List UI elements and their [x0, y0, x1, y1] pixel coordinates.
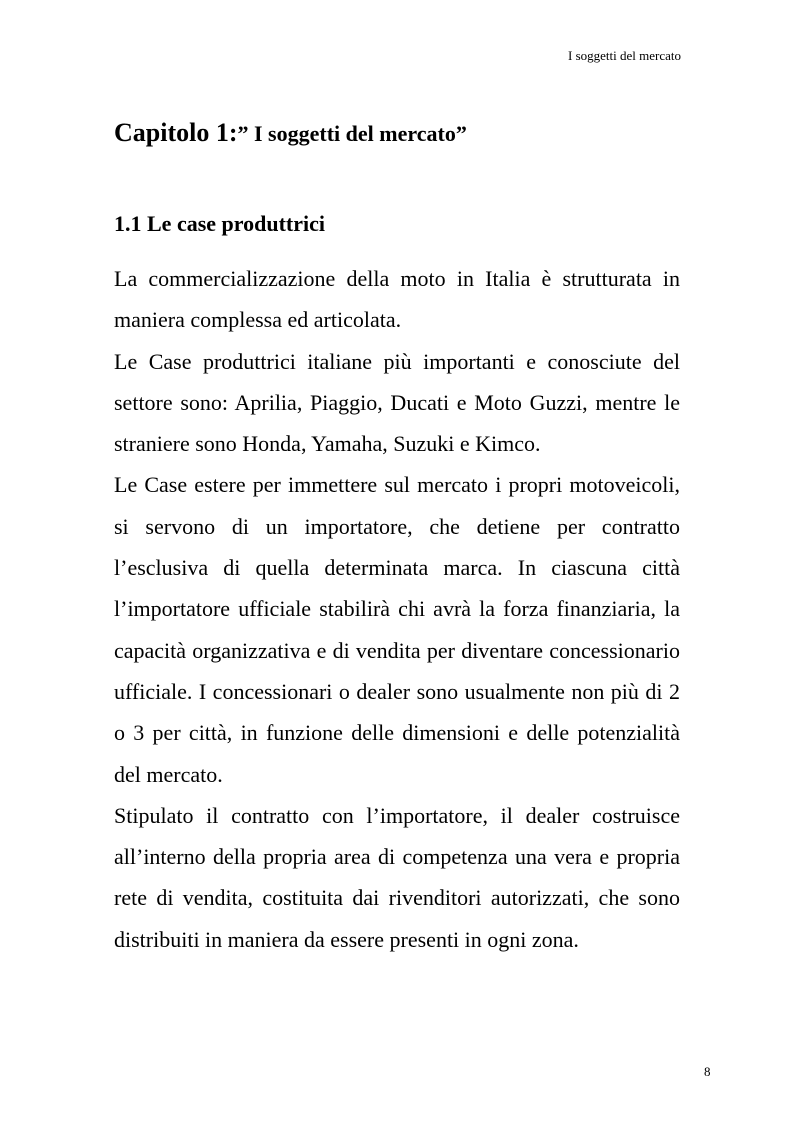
- running-header: I soggetti del mercato: [568, 48, 681, 63]
- page-number: 8: [704, 1064, 711, 1079]
- chapter-title: [114, 112, 467, 149]
- section-title: 1.1 Le case produttrici: [114, 211, 326, 236]
- body-text: [114, 258, 680, 960]
- chapter-number: Capitolo 1:: [114, 118, 238, 147]
- paragraph: Le Case produttrici italiane più importanti e conosciute del settore sono: Aprilia, Piaggio, Ducati e Moto Guzzi, mentre le straniere sono Honda, Yamaha, Suzuki e Kimco.: [114, 348, 680, 457]
- chapter-name: ” I soggetti del mercato”: [237, 121, 467, 146]
- paragraph: Stipulato il contratto con l’importatore, il dealer costruisce all’interno della propria area di competenza una vera e propria rete di vendita, costituita dai rivenditori autorizzati, che sono distribuiti in maniera da essere presenti in ogni zona.: [114, 802, 680, 952]
- paragraph: Le Case estere per immettere sul mercato i propri motoveicoli, si servono di un importatore, che detiene per contratto l’esclusiva di quella determinata marca. In ciascuna città l’importatore ufficiale stabilirà chi avrà la forza finanziaria, la capacità organizzativa e di vendita per diventare concessionario ufficiale. I concessionari o dealer sono usualmente non più di 2 o 3 per città, in funzione delle dimensioni e delle potenzialità del mercato.: [114, 472, 680, 787]
- paragraph: La commercializzazione della moto in Italia è strutturata in maniera complessa ed articolata.: [114, 266, 680, 333]
